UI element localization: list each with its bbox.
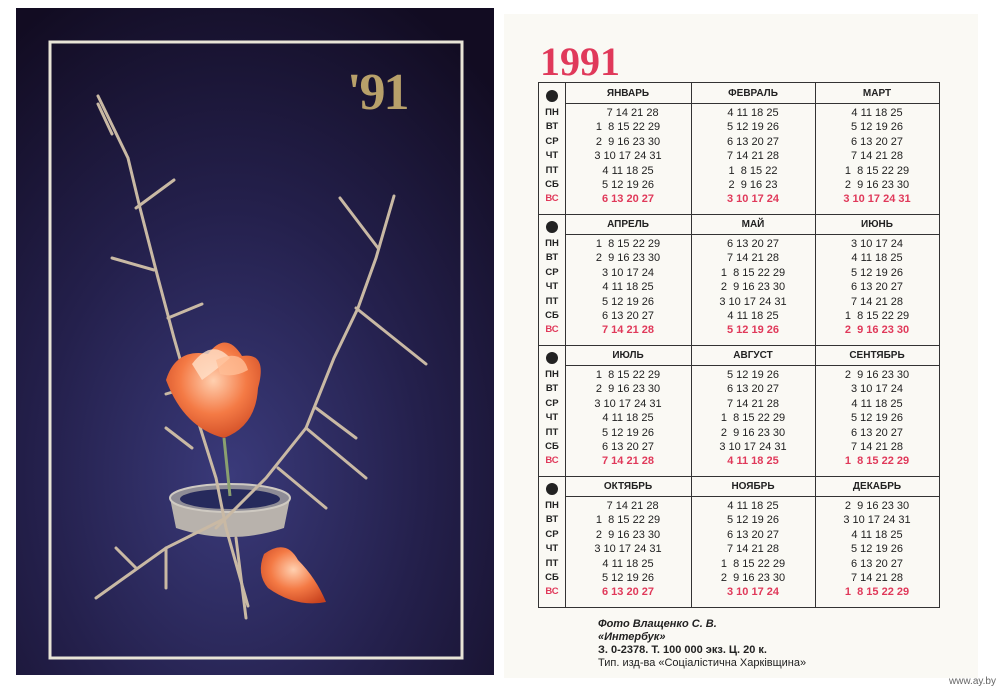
month-name: ОКТЯБРЬ	[603, 481, 653, 492]
day-row: 6 13 20 27	[727, 238, 779, 250]
day-row: 5 12 19 26	[727, 514, 779, 527]
month-name: АВГУСТ	[733, 350, 773, 361]
day-row: 6 13 20 27	[602, 586, 654, 599]
day-row: 4 11 18 25	[602, 412, 654, 425]
calendar-front-card	[16, 8, 494, 675]
weekday-label: СР	[545, 266, 559, 278]
day-row: 7 14 21 28	[602, 455, 654, 468]
weekday-label: СР	[545, 135, 559, 147]
day-row: 2 9 16 23 30	[720, 281, 786, 294]
day-row: 7 14 21 28	[727, 150, 779, 163]
day-row: 5 12 19 26	[727, 324, 779, 337]
printer-info: Тип. изд-ва «Соціалістична Харківщина»	[598, 657, 807, 669]
day-row: 2 9 16 23 30	[844, 500, 910, 512]
weekday-labels	[539, 499, 565, 600]
day-row: 3 10 17 24	[851, 238, 903, 250]
day-row: 7 14 21 28	[602, 324, 654, 337]
bullet-dot	[546, 221, 558, 233]
month-header-rule	[565, 234, 939, 235]
day-row: 4 11 18 25	[851, 528, 903, 541]
day-row: 7 14 21 28	[851, 571, 903, 584]
weekday-label: СБ	[545, 309, 559, 321]
month-name: ДЕКАБРЬ	[852, 481, 902, 492]
day-row: 7 14 21 28	[597, 500, 659, 512]
day-row: 3 10 17 24	[602, 266, 654, 279]
month-header-rule	[565, 365, 939, 366]
day-row: 1 8 15 22 29	[720, 557, 786, 570]
day-row: 3 10 17 24 31	[719, 295, 787, 308]
weekday-label: СБ	[545, 440, 559, 452]
month-name: СЕНТЯБРЬ	[849, 350, 905, 361]
day-row: 5 12 19 26	[851, 266, 903, 279]
day-row: 1 8 15 22 29	[595, 369, 661, 381]
month-header-rule	[565, 103, 939, 104]
day-row: 2 9 16 23	[728, 178, 778, 191]
weekday-labels	[539, 368, 565, 469]
front-photo	[16, 8, 494, 675]
month-name: МАРТ	[862, 88, 892, 99]
day-row: 5 12 19 26	[602, 571, 654, 584]
day-row: 6 13 20 27	[851, 426, 903, 439]
weekday-label: ПТ	[545, 426, 559, 438]
weekday-label: СБ	[545, 571, 559, 583]
day-row: 2 9 16 23 30	[595, 528, 661, 541]
day-row: 7 14 21 28	[851, 150, 903, 163]
day-row: 4 11 18 25	[727, 107, 779, 119]
imprint	[598, 618, 806, 670]
day-row: 3 10 17 24 31	[594, 543, 662, 556]
weekday-label: ВТ	[545, 252, 559, 264]
weekday-labels	[539, 106, 565, 207]
weekday-label: ПН	[545, 500, 559, 511]
month-name: ИЮНЬ	[861, 219, 893, 230]
weekday-label: ПН	[545, 369, 559, 380]
weekday-label: ПН	[545, 238, 559, 249]
day-row: 1 8 15 22	[728, 164, 778, 177]
day-row: 1 8 15 22 29	[844, 586, 910, 599]
day-row: 3 10 17 24 31	[843, 514, 911, 527]
month-header-rule	[565, 496, 939, 497]
day-row: 7 14 21 28	[851, 295, 903, 308]
weekday-label: ЧТ	[545, 412, 559, 424]
month-name: НОЯБРЬ	[731, 481, 775, 492]
weekday-label: ПТ	[545, 295, 559, 307]
front-year: '91	[347, 64, 408, 121]
month-name: МАЙ	[741, 219, 765, 230]
calendar-back-card	[504, 14, 978, 678]
order-info: З. 0-2378. Т. 100 000 экз. Ц. 20 к.	[598, 644, 767, 656]
weekday-labels	[539, 237, 565, 338]
day-row: 5 12 19 26	[727, 369, 779, 381]
weekday-label: ВТ	[545, 514, 559, 526]
day-row: 7 14 21 28	[851, 440, 903, 453]
day-row: 7 14 21 28	[727, 543, 779, 556]
publisher: «Интербук»	[598, 631, 666, 643]
day-row: 6 13 20 27	[851, 135, 903, 148]
day-row: 7 14 21 28	[727, 397, 779, 410]
day-row: 1 8 15 22 29	[844, 164, 910, 177]
day-row: 5 12 19 26	[602, 178, 654, 191]
day-row: 6 13 20 27	[851, 281, 903, 294]
day-row: 4 11 18 25	[727, 309, 779, 322]
day-row: 3 10 17 24	[727, 586, 779, 599]
day-row: 5 12 19 26	[602, 295, 654, 308]
month-name: АПРЕЛЬ	[607, 219, 649, 230]
bullet-dot	[546, 483, 558, 495]
weekday-label: ВС	[545, 193, 559, 205]
weekday-label: ВС	[545, 324, 559, 336]
bullet-dot	[546, 90, 558, 102]
bullet-dot	[546, 352, 558, 364]
weekday-label: ВТ	[545, 383, 559, 395]
day-row: 1 8 15 22 29	[595, 238, 661, 250]
day-row: 1 8 15 22 29	[595, 514, 661, 527]
day-row: 6 13 20 27	[727, 135, 779, 148]
day-row: 6 13 20 27	[727, 383, 779, 396]
day-row: 5 12 19 26	[851, 543, 903, 556]
day-row: 4 11 18 25	[727, 500, 779, 512]
day-row: 4 11 18 25	[851, 107, 903, 119]
weekday-label: ВС	[545, 455, 559, 467]
day-row: 6 13 20 27	[727, 528, 779, 541]
day-row: 5 12 19 26	[851, 121, 903, 134]
weekday-label: СР	[545, 397, 559, 409]
day-row: 4 11 18 25	[727, 455, 779, 468]
weekday-label: СБ	[545, 178, 559, 190]
day-row: 2 9 16 23 30	[844, 178, 910, 191]
day-row: 3 10 17 24	[851, 383, 903, 396]
day-row: 2 9 16 23 30	[844, 324, 910, 337]
day-row: 4 11 18 25	[602, 557, 654, 570]
day-row: 6 13 20 27	[602, 440, 654, 453]
day-row: 1 8 15 22 29	[720, 412, 786, 425]
photo-credit: Фото Влащенко С. В.	[598, 618, 717, 630]
calendar-grid	[538, 82, 940, 608]
day-row: 1 8 15 22 29	[720, 266, 786, 279]
day-row: 3 10 17 24	[727, 193, 779, 206]
day-row: 3 10 17 24 31	[843, 193, 911, 206]
weekday-label: СР	[545, 528, 559, 540]
day-row: 6 13 20 27	[602, 193, 654, 206]
day-row: 2 9 16 23 30	[720, 571, 786, 584]
day-row: 7 14 21 28	[597, 107, 659, 119]
watermark: www.ay.by	[948, 676, 996, 687]
weekday-label: ЧТ	[545, 150, 559, 162]
back-year: 1991	[540, 39, 620, 84]
day-row: 2 9 16 23 30	[595, 252, 661, 265]
day-row: 1 8 15 22 29	[844, 309, 910, 322]
day-row: 1 8 15 22 29	[844, 455, 910, 468]
weekday-label: ПТ	[545, 164, 559, 176]
weekday-label: ПТ	[545, 557, 559, 569]
day-row: 4 11 18 25	[602, 164, 654, 177]
day-row: 6 13 20 27	[602, 309, 654, 322]
day-row: 4 11 18 25	[851, 252, 903, 265]
weekday-label: ЧТ	[545, 281, 559, 293]
day-row: 7 14 21 28	[727, 252, 779, 265]
day-row: 6 13 20 27	[851, 557, 903, 570]
weekday-label: ВТ	[545, 121, 559, 133]
day-row: 4 11 18 25	[851, 397, 903, 410]
day-row: 2 9 16 23 30	[595, 383, 661, 396]
day-row: 1 8 15 22 29	[595, 121, 661, 134]
day-row: 3 10 17 24 31	[719, 440, 787, 453]
weekday-label: ВС	[545, 586, 559, 598]
day-row: 2 9 16 23 30	[844, 369, 910, 381]
day-row: 5 12 19 26	[602, 426, 654, 439]
day-row: 3 10 17 24 31	[594, 397, 662, 410]
weekday-label: ЧТ	[545, 543, 559, 555]
day-row: 5 12 19 26	[727, 121, 779, 134]
weekday-label: ПН	[545, 107, 559, 118]
day-row: 2 9 16 23 30	[720, 426, 786, 439]
month-name: ЯНВАРЬ	[606, 88, 650, 99]
day-row: 2 9 16 23 30	[595, 135, 661, 148]
day-row: 4 11 18 25	[602, 281, 654, 294]
day-row: 5 12 19 26	[851, 412, 903, 425]
month-name: ФЕВРАЛЬ	[728, 88, 778, 99]
day-row: 3 10 17 24 31	[594, 150, 662, 163]
month-name: ИЮЛЬ	[612, 350, 644, 361]
